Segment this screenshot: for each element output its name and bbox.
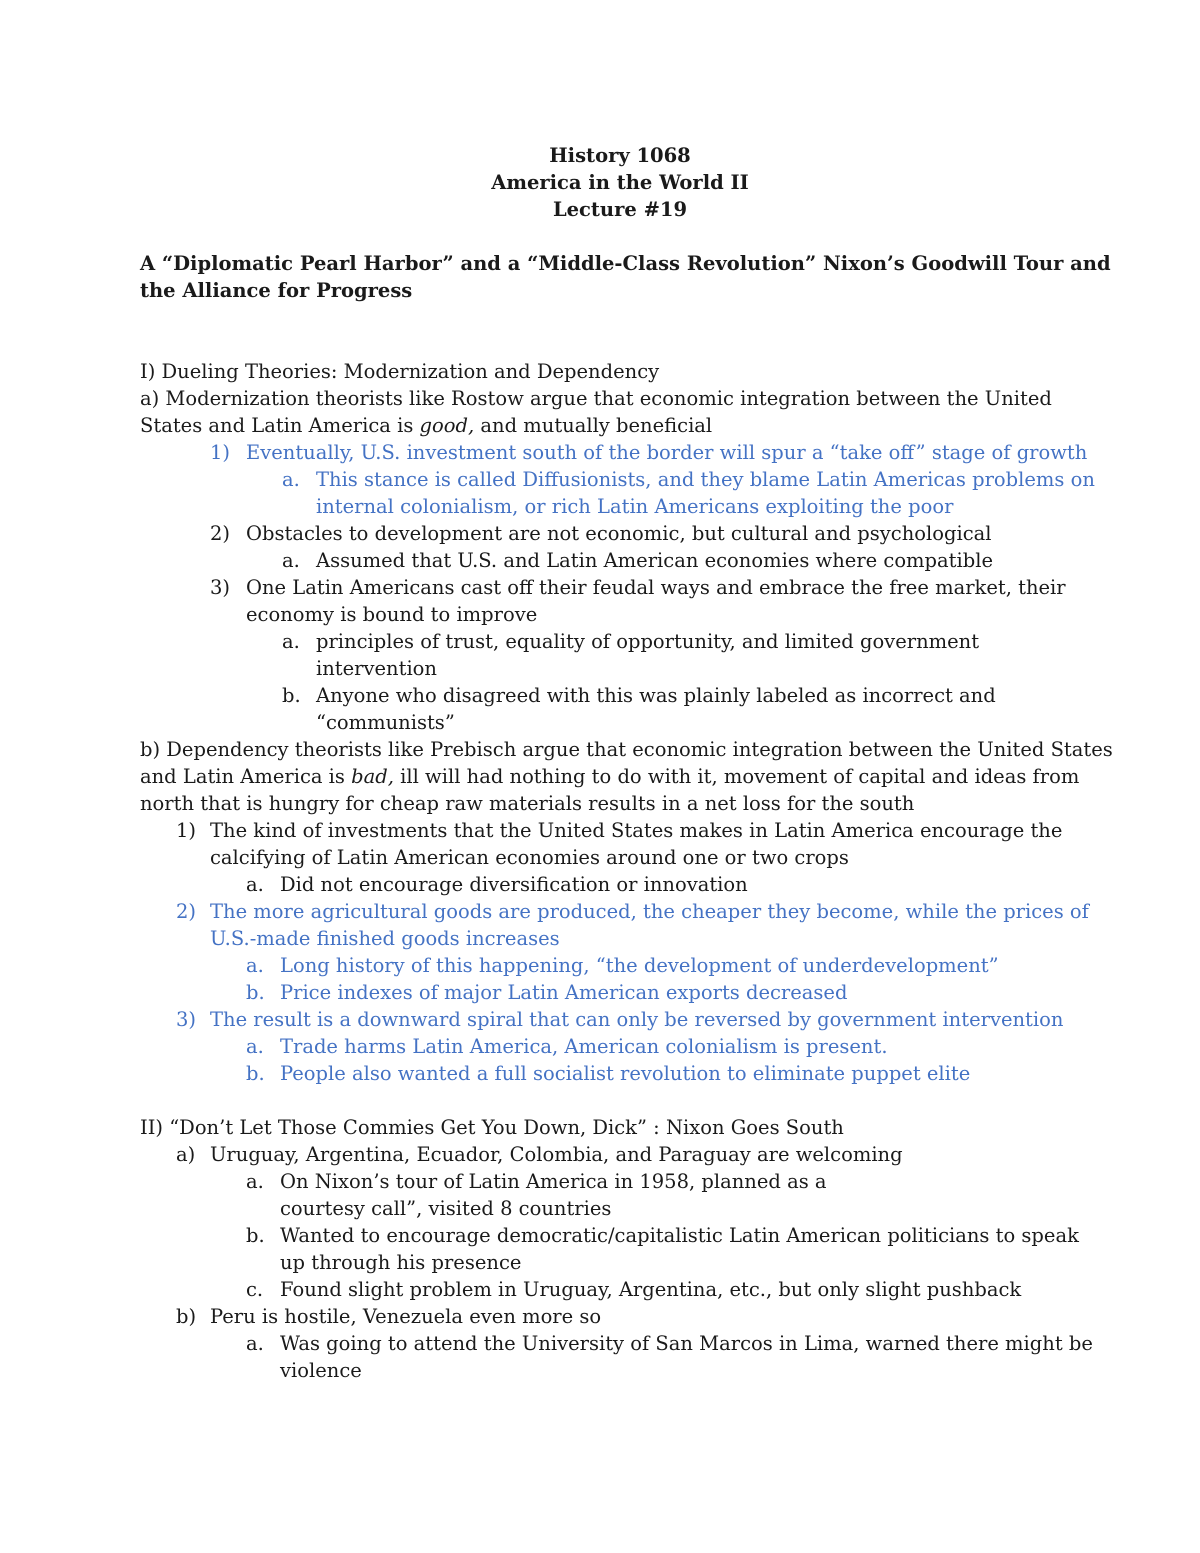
list-text: Anyone who disagreed with this was plainly labeled as incorrect and “communists” [316, 684, 996, 734]
lecture-title-line-2: the Alliance for Progress [140, 279, 413, 302]
list-text: On Nixon’s tour of Latin America in 1958, planned as a courtesy call”, visited 8 countries [280, 1170, 827, 1220]
list-marker: a. [246, 1332, 264, 1355]
section-1-a-line-2: States and Latin America is good, and mutually beneficial [140, 414, 713, 437]
list-marker: a. [246, 1170, 264, 1193]
list-text: Eventually, U.S. investment south of the border will spur a “take off” stage of growth [246, 441, 1088, 464]
list-item [140, 574, 1100, 628]
list-text: Did not encourage diversification or innovation [280, 873, 748, 896]
course-subtitle: America in the World II [491, 171, 749, 194]
list-text: Wanted to encourage democratic/capitalistic Latin American politicians to speak up through his presence [280, 1224, 1079, 1274]
list-text: One Latin Americans cast off their feudal ways and embrace the free market, their economy is bound to improve [246, 576, 1066, 626]
list-marker: a. [282, 468, 300, 491]
list-marker: 3) [176, 1008, 197, 1031]
list-item [140, 898, 1100, 952]
list-marker: b. [282, 684, 301, 707]
list-item [140, 547, 1100, 574]
list-item [140, 1033, 1100, 1060]
list-item [140, 952, 1100, 979]
list-marker: a. [282, 549, 300, 572]
list-item [140, 1222, 1100, 1276]
list-text: Peru is hostile, Venezuela even more so [210, 1305, 602, 1328]
list-item [140, 439, 1100, 466]
list-item [140, 1303, 1100, 1330]
list-marker: c. [246, 1278, 264, 1301]
emphasis-good: good, [419, 414, 475, 437]
list-marker: 3) [210, 576, 231, 599]
section-1-b-line-2: and Latin America is bad, ill will had nothing to do with it, movement of capital and ideas from [140, 765, 1080, 788]
list-text: Assumed that U.S. and Latin American economies where compatible [316, 549, 993, 572]
section-1-a-line-1: a) Modernization theorists like Rostow argue that economic integration between the United [140, 387, 1052, 410]
list-marker: 1) [210, 441, 231, 464]
list-text: Trade harms Latin America, American colonialism is present. [280, 1035, 888, 1058]
list-item [140, 1060, 1100, 1087]
list-text: Long history of this happening, “the development of underdevelopment” [280, 954, 999, 977]
list-marker: a) [176, 1143, 196, 1166]
list-marker: b) [176, 1305, 197, 1328]
list-text: Uruguay, Argentina, Ecuador, Colombia, and Paraguay are welcoming [210, 1143, 903, 1166]
list-marker: a. [246, 1035, 264, 1058]
list-item [140, 1141, 1100, 1168]
lecture-title-line-1: A “Diplomatic Pearl Harbor” and a “Middle-Class Revolution” Nixon’s Goodwill Tour and [140, 252, 1111, 275]
list-item [140, 1276, 1100, 1303]
section-1-heading: I) Dueling Theories: Modernization and Dependency [140, 360, 660, 383]
emphasis-bad: bad, [351, 765, 394, 788]
section-2-heading: II) “Don’t Let Those Commies Get You Down, Dick” : Nixon Goes South [140, 1116, 844, 1139]
list-marker: a. [282, 630, 300, 653]
list-text: Was going to attend the University of San Marcos in Lima, warned there might be violence [280, 1332, 1093, 1382]
list-item [140, 1168, 1100, 1222]
list-item [140, 682, 1100, 736]
list-item [140, 628, 1100, 682]
section-1-b-line-1: b) Dependency theorists like Prebisch argue that economic integration between the United States [140, 738, 1113, 761]
list-marker: b. [246, 981, 265, 1004]
list-item [140, 520, 1100, 547]
list-item [140, 979, 1100, 1006]
list-text: Found slight problem in Uruguay, Argentina, etc., but only slight pushback [280, 1278, 1022, 1301]
lecture-number: Lecture #19 [552, 198, 688, 221]
section-1-b-line-3: north that is hungry for cheap raw materials results in a net loss for the south [140, 792, 915, 815]
list-marker: b. [246, 1062, 265, 1085]
list-marker: 2) [176, 900, 197, 923]
list-item [140, 1330, 1100, 1384]
list-text: People also wanted a full socialist revolution to eliminate puppet elite [280, 1062, 971, 1085]
list-text: This stance is called Diffusionists, and they blame Latin Americas problems on internal colonialism, or rich Latin Americans exploiting the poor [316, 468, 1095, 518]
list-marker: b. [246, 1224, 265, 1247]
list-text: The kind of investments that the United States makes in Latin America encourage the calcifying of Latin American economies around one or two crops [210, 819, 1063, 869]
list-item [140, 817, 1100, 871]
list-text: Price indexes of major Latin American exports decreased [280, 981, 848, 1004]
list-text: The result is a downward spiral that can only be reversed by government intervention [210, 1008, 1064, 1031]
list-item [140, 871, 1100, 898]
list-item [140, 1006, 1100, 1033]
list-marker: a. [246, 873, 264, 896]
course-title: History 1068 [549, 144, 691, 167]
list-text: principles of trust, equality of opportunity, and limited government intervention [316, 630, 980, 680]
list-marker: 1) [176, 819, 197, 842]
list-text: The more agricultural goods are produced, the cheaper they become, while the prices of U.S.-made finished goods increases [210, 900, 1089, 950]
list-text: Obstacles to development are not economic, but cultural and psychological [246, 522, 992, 545]
lecture-title [140, 250, 1111, 304]
list-marker: a. [246, 954, 264, 977]
list-marker: 2) [210, 522, 231, 545]
list-item [140, 466, 1100, 520]
